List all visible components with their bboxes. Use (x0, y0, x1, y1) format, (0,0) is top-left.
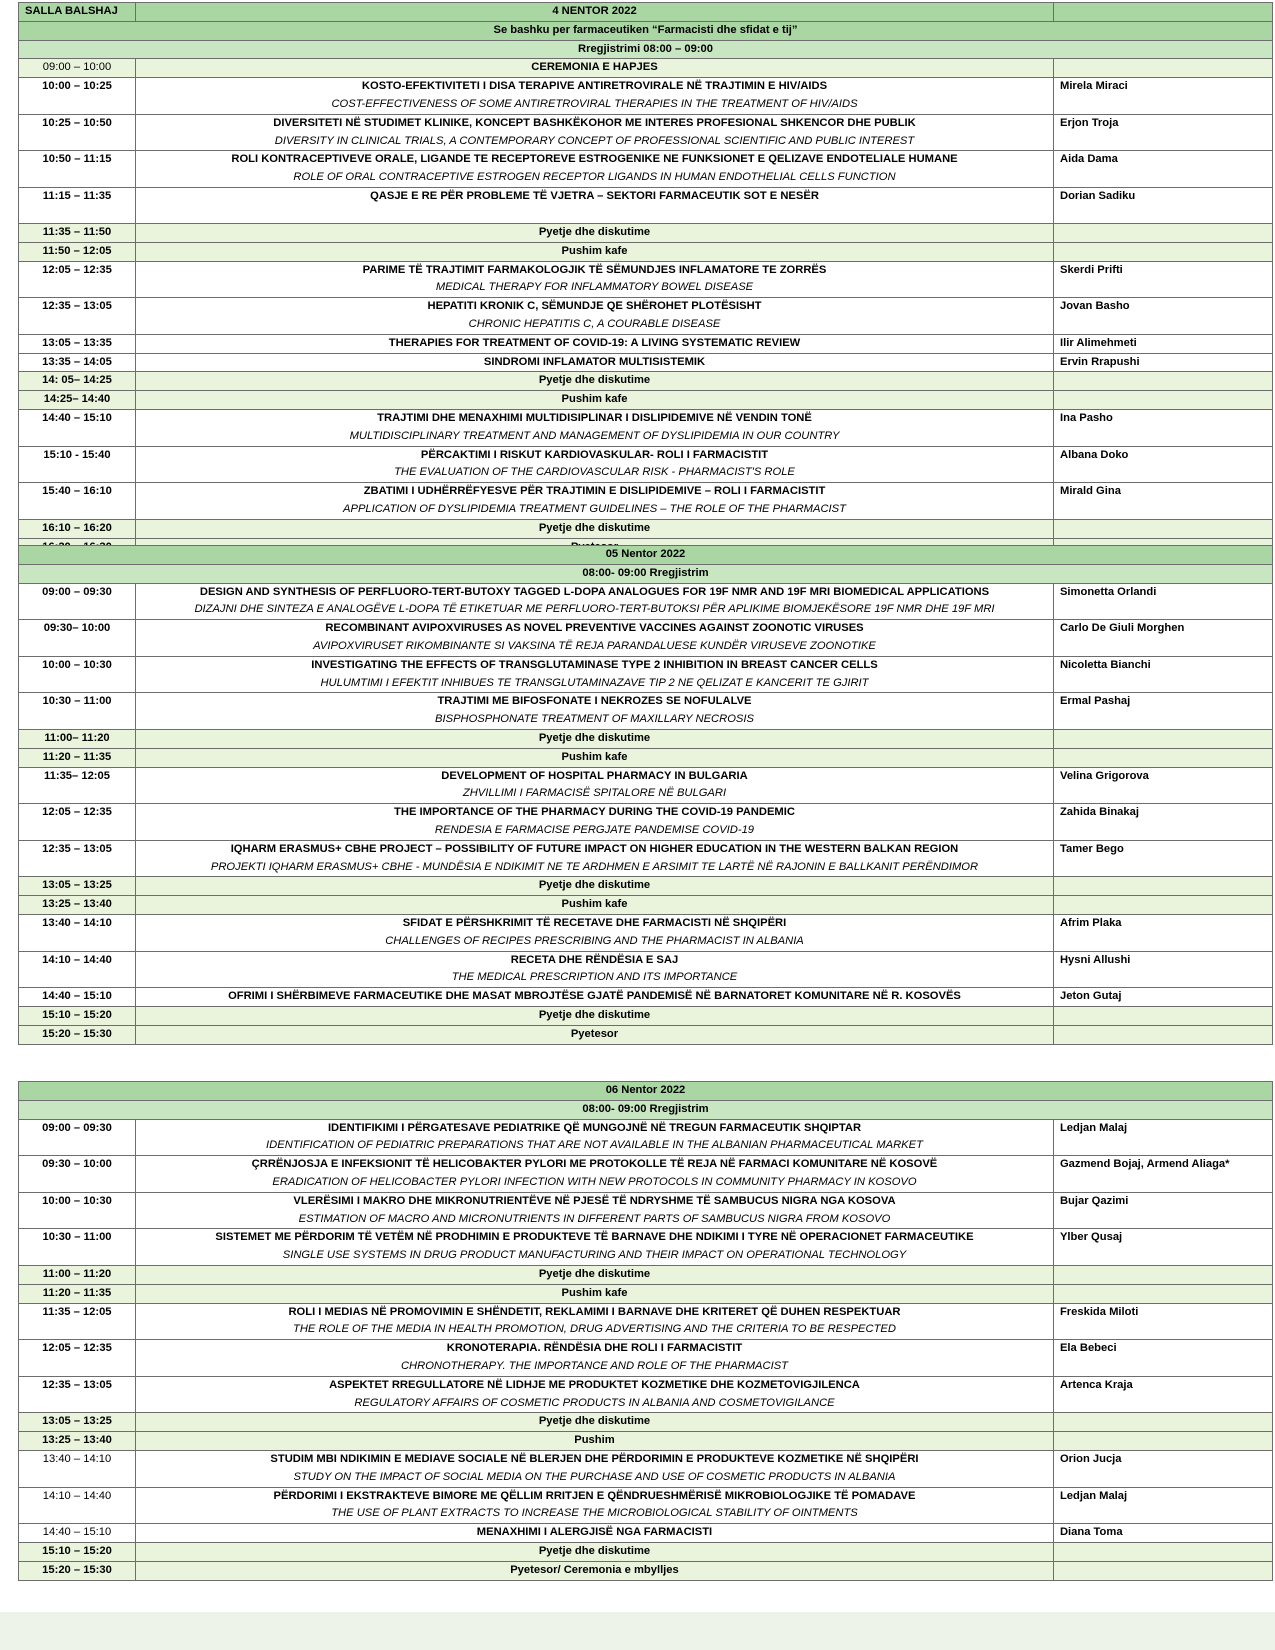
session-row (19, 187, 1273, 223)
talk-subtitle: REGULATORY AFFAIRS OF COSMETIC PRODUCTS IN ALBANIA AND COSMETOVIGILANCE (354, 1396, 835, 1409)
talk-title: HEPATITI KRONIK C, SËMUNDJE QE SHËROHET PLOTËSISHT (427, 300, 762, 313)
speaker-name (1053, 1265, 1272, 1284)
registration-label: 08:00- 09:00 Rregjistrim (19, 1100, 1273, 1119)
page-footer-bar (0, 1612, 1275, 1650)
break-label: Pushim kafe (136, 391, 1054, 410)
talk-cell (136, 151, 1054, 188)
talk-cell (136, 187, 1054, 223)
talk-subtitle: COST-EFFECTIVENESS OF SOME ANTIRETROVIRAL THERAPIES IN THE TREATMENT OF HIV/AIDS (331, 97, 858, 110)
session-row (19, 353, 1273, 372)
break-row (19, 896, 1273, 915)
speaker-name (1054, 223, 1273, 242)
talk-title: TRAJTIMI DHE MENAXHIMI MULTIDISIPLINAR I DISLIPIDEMIVE NË VENDIN TONË (377, 411, 812, 424)
speaker-name: Jovan Basho (1054, 298, 1273, 335)
time-slot: 15:10 – 15:20 (19, 1006, 136, 1025)
talk-title: IQHARM ERASMUS+ CBHE PROJECT – POSSIBILITY OF FUTURE IMPACT ON HIGHER EDUCATION IN THE WESTERN BALKAN REGION (230, 842, 959, 855)
speaker-name: Velina Grigorova (1053, 767, 1272, 804)
speaker-name: Erjon Troja (1054, 114, 1273, 151)
time-slot: 13:35 – 14:05 (19, 353, 136, 372)
time-slot: 15:20 – 15:30 (19, 1025, 136, 1044)
break-label: Pyetje dhe diskutime (136, 1542, 1054, 1561)
talk-title: RECETA DHE RËNDËSIA E SAJ (510, 953, 679, 966)
time-slot: 13:25 – 13:40 (19, 1432, 136, 1451)
talk-subtitle: HULUMTIMI I EFEKTIT INHIBUES TE TRANSGLUTAMINAZAVE TIP 2 NE QELIZAT E KANCERIT TE GJIRIT (320, 676, 869, 689)
schedule-day-1 (18, 2, 1273, 557)
speaker-name: Ina Pasho (1054, 409, 1273, 446)
session-row (19, 1303, 1273, 1340)
speaker-name: Nicoletta Bianchi (1053, 656, 1272, 693)
talk-subtitle: ZHVILLIMI I FARMACISË SPITALORE NË BULGARI (462, 787, 727, 800)
speaker-name: Afrim Plaka (1053, 914, 1272, 951)
speaker-name (1053, 1413, 1272, 1432)
session-title: Se bashku per farmaceutiken “Farmacisti dhe sfidat e tij” (19, 21, 1273, 40)
time-slot: 14:40 – 15:10 (19, 1524, 136, 1543)
talk-subtitle: THE MEDICAL PRESCRIPTION AND ITS IMPORTANCE (451, 971, 738, 984)
talk-cell (136, 914, 1054, 951)
talk-title: THERAPIES FOR TREATMENT OF COVID-19: A LIVING SYSTEMATIC REVIEW (388, 336, 801, 349)
talk-title: ROLI KONTRACEPTIVEVE ORALE, LIGANDE TE RECEPTOREVE ESTROGENIKE NE FUNKSIONET E QELIZAVE ENDOTELIALE HUMANE (231, 153, 958, 166)
time-slot: 11:20 – 11:35 (19, 1284, 136, 1303)
talk-title: THE IMPORTANCE OF THE PHARMACY DURING THE COVID-19 PANDEMIC (394, 806, 795, 819)
talk-subtitle: PROJEKTI IQHARM ERASMUS+ CBHE - MUNDËSIA E NDIKIMIT NE TE ARDHMEN E ARSIMIT TE LARTË NË RAJONIN E BALLKANIT PERËNDIMOR (210, 860, 979, 873)
session-row (19, 1376, 1273, 1413)
session-row (19, 1156, 1273, 1193)
talk-title: DESIGN AND SYNTHESIS OF PERFLUORO-TERT-BUTOXY TAGGED L-DOPA ANALOGUES FOR 19F NMR AND 19F MRI BIOMEDICAL APPLICATIONS (199, 585, 990, 598)
break-label: Pyetje dhe diskutime (136, 1413, 1054, 1432)
time-slot: 11:35– 12:05 (19, 767, 136, 804)
break-row (19, 59, 1273, 78)
break-row (19, 1025, 1273, 1044)
time-slot: 10:30 – 11:00 (19, 693, 136, 730)
session-row (19, 1487, 1273, 1524)
break-row (19, 1542, 1273, 1561)
speaker-name (1053, 748, 1272, 767)
talk-subtitle: THE USE OF PLANT EXTRACTS TO INCREASE THE MICROBIOLOGICAL STABILITY OF OINTMENTS (331, 1507, 858, 1520)
talk-subtitle: MULTIDISCIPLINARY TREATMENT AND MANAGEMENT OF DYSLIPIDEMIA IN OUR COUNTRY (349, 429, 840, 442)
break-row (19, 748, 1273, 767)
session-row (19, 1524, 1273, 1543)
talk-subtitle: APPLICATION OF DYSLIPIDEMIA TREATMENT GUIDELINES – THE ROLE OF THE PHARMACIST (343, 502, 846, 515)
speaker-name (1053, 1006, 1272, 1025)
talk-title: SFIDAT E PËRSHKRIMIT TË RECETAVE DHE FARMACISTI NË SHQIPËRI (402, 916, 787, 929)
talk-title: MENAXHIMI I ALERGJISË NGA FARMACISTI (476, 1526, 713, 1539)
talk-cell (136, 1524, 1054, 1543)
talk-subtitle: DIVERSITY IN CLINICAL TRIALS, A CONTEMPORARY CONCEPT OF PROFESSIONAL SCIENTIFIC AND PUBLIC INTEREST (274, 134, 915, 147)
talk-title: ÇRRËNJOSJA E INFEKSIONIT TË HELICOBAKTER PYLORI ME PROTOKOLLE TË REJA NË FARMACI KOMUNITARE NË KOSOVË (251, 1158, 938, 1171)
talk-cell (136, 1340, 1054, 1377)
room-name: SALLA BALSHAJ (19, 3, 136, 22)
speaker-name: Zahida Binakaj (1053, 804, 1272, 841)
talk-title: IDENTIFIKIMI I PËRGATESAVE PEDIATRIKE QË MUNGOJNË NË TREGUN FARMACEUTIK SHQIPTAR (327, 1121, 862, 1134)
time-slot: 14: 05– 14:25 (19, 372, 136, 391)
time-slot: 11:20 – 11:35 (19, 748, 136, 767)
talk-title: STUDIM MBI NDIKIMIN E MEDIAVE SOCIALE NË BLERJEN DHE PËRDORIMIN E PRODUKTEVE KOZMETIKE NË SHQIPËRI (270, 1452, 919, 1465)
registration-label: Rregjistrimi 08:00 – 09:00 (19, 40, 1273, 59)
time-slot: 10:00 – 10:30 (19, 1192, 136, 1229)
time-slot: 10:25 – 10:50 (19, 114, 136, 151)
talk-title: TRAJTIMI ME BIFOSFONATE I NEKROZES SE NOFULALVE (437, 695, 752, 708)
talk-cell (136, 1376, 1054, 1413)
day-1-date: 4 NENTOR 2022 (136, 3, 1054, 22)
day-3-date: 06 Nentor 2022 (19, 1082, 1273, 1101)
session-row (19, 78, 1273, 115)
break-row (19, 242, 1273, 261)
speaker-name (1053, 896, 1272, 915)
talk-subtitle: SINGLE USE SYSTEMS IN DRUG PRODUCT MANUFACTURING AND THEIR IMPACT ON OPERATIONAL TECHNOLOGY (282, 1249, 907, 1262)
speaker-name (1053, 1542, 1272, 1561)
talk-title: PËRCAKTIMI I RISKUT KARDIOVASKULAR- ROLI I FARMACISTIT (420, 448, 769, 461)
schedule-day-2-body (19, 546, 1273, 1045)
talk-title: KRONOTERAPIA. RËNDËSIA DHE ROLI I FARMACISTIT (446, 1342, 743, 1355)
talk-cell (136, 298, 1054, 335)
session-row (19, 951, 1273, 988)
time-slot: 10:00 – 10:25 (19, 78, 136, 115)
talk-cell (136, 583, 1054, 620)
break-row (19, 1432, 1273, 1451)
talk-subtitle: CHALLENGES OF RECIPES PRESCRIBING AND THE PHARMACIST IN ALBANIA (385, 934, 804, 947)
time-slot: 13:05 – 13:25 (19, 1413, 136, 1432)
session-row (19, 804, 1273, 841)
time-slot: 14:40 – 15:10 (19, 409, 136, 446)
speaker-name: Aida Dama (1054, 151, 1273, 188)
break-label: Pyetje dhe diskutime (136, 1006, 1054, 1025)
session-row (19, 261, 1273, 298)
break-row (19, 1413, 1273, 1432)
talk-cell (136, 693, 1054, 730)
break-label: Pushim kafe (136, 242, 1054, 261)
session-row (19, 1119, 1273, 1156)
day-1-header-row (19, 3, 1273, 22)
talk-subtitle: STUDY ON THE IMPACT OF SOCIAL MEDIA ON THE PURCHASE AND USE OF COSMETIC PRODUCTS IN ALBANIA (293, 1470, 896, 1483)
time-slot: 11:00– 11:20 (19, 729, 136, 748)
time-slot: 13:25 – 13:40 (19, 896, 136, 915)
talk-title: OFRIMI I SHËRBIMEVE FARMACEUTIKE DHE MASAT MBROJTËSE GJATË PANDEMISË NË BARNATORET KOMUNITARE NË R. KOSOVËS (228, 990, 961, 1003)
speaker-name: Orion Jucja (1053, 1450, 1272, 1487)
speaker-name (1054, 391, 1273, 410)
time-slot: 13:40 – 14:10 (19, 914, 136, 951)
talk-subtitle: CHRONOTHERAPY. THE IMPORTANCE AND ROLE OF THE PHARMACIST (400, 1359, 789, 1372)
talk-title: KOSTO-EFEKTIVITETI I DISA TERAPIVE ANTIRETROVIRALE NË TRAJTIMIN E HIV/AIDS (361, 80, 828, 93)
session-row (19, 914, 1273, 951)
time-slot: 11:00 – 11:20 (19, 1265, 136, 1284)
talk-subtitle: IDENTIFICATION OF PEDIATRIC PREPARATIONS THAT ARE NOT AVAILABLE IN THE ALBANIAN PHARMACEUTICAL MARKET (266, 1139, 923, 1152)
time-slot: 14:40 – 15:10 (19, 988, 136, 1007)
speaker-name: Artenca Kraja (1053, 1376, 1272, 1413)
time-slot: 10:50 – 11:15 (19, 151, 136, 188)
talk-cell (136, 1229, 1054, 1266)
break-label: Pyetje dhe diskutime (136, 877, 1054, 896)
session-row (19, 620, 1273, 657)
break-row (19, 1284, 1273, 1303)
session-row (19, 151, 1273, 188)
time-slot: 14:25– 14:40 (19, 391, 136, 410)
session-row (19, 1450, 1273, 1487)
break-row (19, 729, 1273, 748)
time-slot: 13:40 – 14:10 (19, 1450, 136, 1487)
session-row (19, 409, 1273, 446)
day-3-header-row (19, 1082, 1273, 1101)
time-slot: 14:10 – 14:40 (19, 951, 136, 988)
talk-title: ASPEKTET RREGULLATORE NË LIDHJE ME PRODUKTET KOZMETIKE DHE KOZMETOVIGJILENCA (329, 1378, 860, 1391)
time-slot: 09:00 – 09:30 (19, 583, 136, 620)
break-label: Pyetje dhe diskutime (136, 223, 1054, 242)
break-label: Pyetje dhe diskutime (136, 519, 1054, 538)
speaker-name: Hysni Allushi (1053, 951, 1272, 988)
talk-cell (136, 353, 1054, 372)
talk-cell (136, 951, 1054, 988)
speaker-name (1053, 1284, 1272, 1303)
break-label: CEREMONIA E HAPJES (136, 59, 1054, 78)
speaker-name: Mirela Miraci (1054, 78, 1273, 115)
speaker-name: Mirald Gina (1054, 483, 1273, 520)
talk-cell (136, 1303, 1054, 1340)
break-label: Pyetesor (136, 1025, 1054, 1044)
schedule-day-1-body (19, 3, 1273, 557)
session-row (19, 334, 1273, 353)
talk-cell (136, 1192, 1054, 1229)
session-row (19, 483, 1273, 520)
speaker-name: Skerdi Prifti (1054, 261, 1273, 298)
schedule-day-2 (18, 545, 1273, 1045)
speaker-name: Ledjan Malaj (1053, 1487, 1272, 1524)
speaker-name: Freskida Miloti (1053, 1303, 1272, 1340)
talk-subtitle: MEDICAL THERAPY FOR INFLAMMATORY BOWEL DISEASE (435, 281, 754, 294)
speaker-name (1054, 59, 1273, 78)
session-row (19, 114, 1273, 151)
talk-title: INVESTIGATING THE EFFECTS OF TRANSGLUTAMINASE TYPE 2 INHIBITION IN BREAST CANCER CELLS (311, 658, 878, 671)
talk-cell (136, 1450, 1054, 1487)
time-slot: 11:15 – 11:35 (19, 187, 136, 223)
session-row (19, 988, 1273, 1007)
talk-title: DIVERSITETI NË STUDIMET KLINIKE, KONCEPT BASHKËKOHOR ME INTERES PROFESIONAL SHKENCOR DHE PUBLIK (273, 116, 916, 129)
speaker-name (1054, 242, 1273, 261)
time-slot: 09:00 – 10:00 (19, 59, 136, 78)
speaker-name (1053, 877, 1272, 896)
talk-subtitle: CHRONIC HEPATITIS C, A COURABLE DISEASE (468, 317, 721, 330)
session-row (19, 840, 1273, 877)
speaker-name: Bujar Qazimi (1053, 1192, 1272, 1229)
time-slot: 11:50 – 12:05 (19, 242, 136, 261)
talk-subtitle: RENDESIA E FARMACISE PERGJATE PANDEMISE COVID-19 (434, 823, 755, 836)
break-row (19, 1265, 1273, 1284)
talk-cell (136, 114, 1054, 151)
time-slot: 13:05 – 13:25 (19, 877, 136, 896)
speaker-name: Diana Toma (1053, 1524, 1272, 1543)
speaker-name: Dorian Sadiku (1054, 187, 1273, 223)
time-slot: 10:30 – 11:00 (19, 1229, 136, 1266)
talk-subtitle: ROLE OF ORAL CONTRACEPTIVE ESTROGEN RECEPTOR LIGANDS IN HUMAN ENDOTHELIAL CELLS FUNCTION (293, 171, 896, 184)
speaker-name: Ervin Rrapushi (1054, 353, 1273, 372)
schedule-day-3-body (19, 1082, 1273, 1581)
day-2-header-row (19, 546, 1273, 565)
talk-subtitle: THE ROLE OF THE MEDIA IN HEALTH PROMOTION, DRUG ADVERTISING AND THE CRITERIA TO BE RESPECTED (293, 1323, 896, 1336)
time-slot: 11:35 – 11:50 (19, 223, 136, 242)
registration-row (19, 564, 1273, 583)
speaker-name: Simonetta Orlandi (1053, 583, 1272, 620)
talk-subtitle: ESTIMATION OF MACRO AND MICRONUTRIENTS IN DIFFERENT PARTS OF SAMBUCUS NIGRA FROM KOSOVO (298, 1212, 891, 1225)
speaker-name (1054, 372, 1273, 391)
talk-title: VLERËSIMI I MAKRO DHE MIKRONUTRIENTËVE NË PJESË TË NDRYSHME TË SAMBUCUS NIGRA NGA KOSOVA (293, 1194, 896, 1207)
talk-subtitle: AVIPOXVIRUSET RIKOMBINANTE SI VAKSINA TË REJA PARANDALUESE KUNDËR VIRUSEVE ZOONOTIKE (313, 639, 876, 652)
speaker-name: Jeton Gutaj (1053, 988, 1272, 1007)
talk-title: SISTEMET ME PËRDORIM TË VETËM NË PRODHIMIN E PRODUKTEVE TË BARNAVE DHE NDIKIMI I TYRE NË OPERACIONET FARMACEUTIKE (215, 1231, 974, 1244)
talk-cell (136, 261, 1054, 298)
break-label: Pyetje dhe diskutime (136, 1265, 1054, 1284)
schedule-day-3 (18, 1081, 1273, 1581)
session-row (19, 767, 1273, 804)
talk-title: QASJE E RE PËR PROBLEME TË VJETRA – SEKTORI FARMACEUTIK SOT E NESËR (370, 189, 819, 202)
session-row (19, 446, 1273, 483)
talk-title: PËRDORIMI I EKSTRAKTEVE BIMORE ME QËLLIM RRITJEN E QËNDRUESHMËRISË MIKROBIOLOGJIKE TË POMADAVE (273, 1489, 916, 1502)
session-row (19, 298, 1273, 335)
break-label: Pyetje dhe diskutime (136, 372, 1054, 391)
break-row (19, 1006, 1273, 1025)
time-slot: 12:05 – 12:35 (19, 261, 136, 298)
registration-row (19, 40, 1273, 59)
break-row (19, 372, 1273, 391)
talk-subtitle: DIZAJNI DHE SINTEZA E ANALOGËVE L-DOPA TË ETIKETUAR ME PERFLUORO-TERT-BUTOKSI PËR APLIKIME BIOMJEKËSORE 19F NMR DHE 19F MRI (194, 603, 995, 616)
talk-title: SINDROMI INFLAMATOR MULTISISTEMIK (483, 355, 706, 368)
talk-title: PARIME TË TRAJTIMIT FARMAKOLOGJIK TË SËMUNDJES INFLAMATORE TE ZORRËS (362, 263, 827, 276)
time-slot: 10:00 – 10:30 (19, 656, 136, 693)
break-row (19, 391, 1273, 410)
talk-cell (136, 483, 1054, 520)
session-row (19, 583, 1273, 620)
talk-subtitle: BISPHOSPHONATE TREATMENT OF MAXILLARY NECROSIS (435, 713, 754, 726)
talk-title: DEVELOPMENT OF HOSPITAL PHARMACY IN BULGARIA (441, 769, 748, 782)
talk-cell (136, 1156, 1054, 1193)
time-slot: 09:30– 10:00 (19, 620, 136, 657)
speaker-name: Carlo De Giuli Morghen (1053, 620, 1272, 657)
speaker-name: Ermal Pashaj (1053, 693, 1272, 730)
speaker-name: Ilir Alimehmeti (1054, 334, 1273, 353)
time-slot: 16:10 – 16:20 (19, 519, 136, 538)
session-row (19, 1340, 1273, 1377)
break-label: Pushim kafe (136, 896, 1054, 915)
speaker-name: Ylber Qusaj (1053, 1229, 1272, 1266)
talk-cell (136, 334, 1054, 353)
time-slot: 12:05 – 12:35 (19, 1340, 136, 1377)
session-row (19, 1192, 1273, 1229)
talk-cell (136, 767, 1054, 804)
speaker-name (1053, 1561, 1272, 1580)
time-slot: 12:35 – 13:05 (19, 840, 136, 877)
day-2-date: 05 Nentor 2022 (19, 546, 1273, 565)
time-slot: 12:35 – 13:05 (19, 298, 136, 335)
talk-title: ZBATIMI I UDHËRRËFYESVE PËR TRAJTIMIN E DISLIPIDEMIVE – ROLI I FARMACISTIT (363, 485, 826, 498)
talk-title: ROLI I MEDIAS NË PROMOVIMIN E SHËNDETIT, REKLAMIMI I BARNAVE DHE KRITERET QË DUHEN RESPEKTUAR (288, 1305, 901, 1318)
time-slot: 15:20 – 15:30 (19, 1561, 136, 1580)
time-slot: 12:35 – 13:05 (19, 1376, 136, 1413)
time-slot: 14:10 – 14:40 (19, 1487, 136, 1524)
talk-cell (136, 1487, 1054, 1524)
break-row (19, 223, 1273, 242)
talk-cell (136, 409, 1054, 446)
speaker-name (1054, 519, 1273, 538)
break-label: Pushim kafe (136, 748, 1054, 767)
session-title-row (19, 21, 1273, 40)
break-label: Pushim kafe (136, 1284, 1054, 1303)
time-slot: 13:05 – 13:35 (19, 334, 136, 353)
speaker-name: Ledjan Malaj (1053, 1119, 1272, 1156)
break-row (19, 1561, 1273, 1580)
talk-cell (136, 620, 1054, 657)
talk-subtitle: THE EVALUATION OF THE CARDIOVASCULAR RISK - PHARMACIST'S ROLE (394, 466, 795, 479)
registration-row (19, 1100, 1273, 1119)
time-slot: 09:30 – 10:00 (19, 1156, 136, 1193)
session-row (19, 656, 1273, 693)
talk-cell (136, 988, 1054, 1007)
talk-cell (136, 840, 1054, 877)
talk-cell (136, 78, 1054, 115)
talk-subtitle: ERADICATION OF HELICOBACTER PYLORI INFECTION WITH NEW PROTOCOLS IN COMMUNITY PHARMACY IN KOSOVO (272, 1175, 917, 1188)
speaker-name (1053, 1025, 1272, 1044)
speaker-name: Ela Bebeci (1053, 1340, 1272, 1377)
talk-cell (136, 804, 1054, 841)
speaker-name: Gazmend Bojaj, Armend Aliaga* (1053, 1156, 1272, 1193)
talk-cell (136, 656, 1054, 693)
speaker-name: Tamer Bego (1053, 840, 1272, 877)
session-row (19, 693, 1273, 730)
talk-cell (136, 1119, 1054, 1156)
registration-label: 08:00- 09:00 Rregjistrim (19, 564, 1273, 583)
talk-title: RECOMBINANT AVIPOXVIRUSES AS NOVEL PREVENTIVE VACCINES AGAINST ZOONOTIC VIRUSES (325, 622, 864, 635)
time-slot: 15:10 – 15:20 (19, 1542, 136, 1561)
time-slot: 12:05 – 12:35 (19, 804, 136, 841)
talk-cell (136, 446, 1054, 483)
speaker-name: Albana Doko (1054, 446, 1273, 483)
break-label: Pushim (136, 1432, 1054, 1451)
time-slot: 15:40 – 16:10 (19, 483, 136, 520)
break-row (19, 877, 1273, 896)
time-slot: 15:10 - 15:40 (19, 446, 136, 483)
time-slot: 11:35 – 12:05 (19, 1303, 136, 1340)
break-label: Pyetesor/ Ceremonia e mbylljes (136, 1561, 1054, 1580)
session-row (19, 1229, 1273, 1266)
time-slot: 09:00 – 09:30 (19, 1119, 136, 1156)
speaker-name (1053, 729, 1272, 748)
break-row (19, 519, 1273, 538)
break-label: Pyetje dhe diskutime (136, 729, 1054, 748)
speaker-name (1053, 1432, 1272, 1451)
